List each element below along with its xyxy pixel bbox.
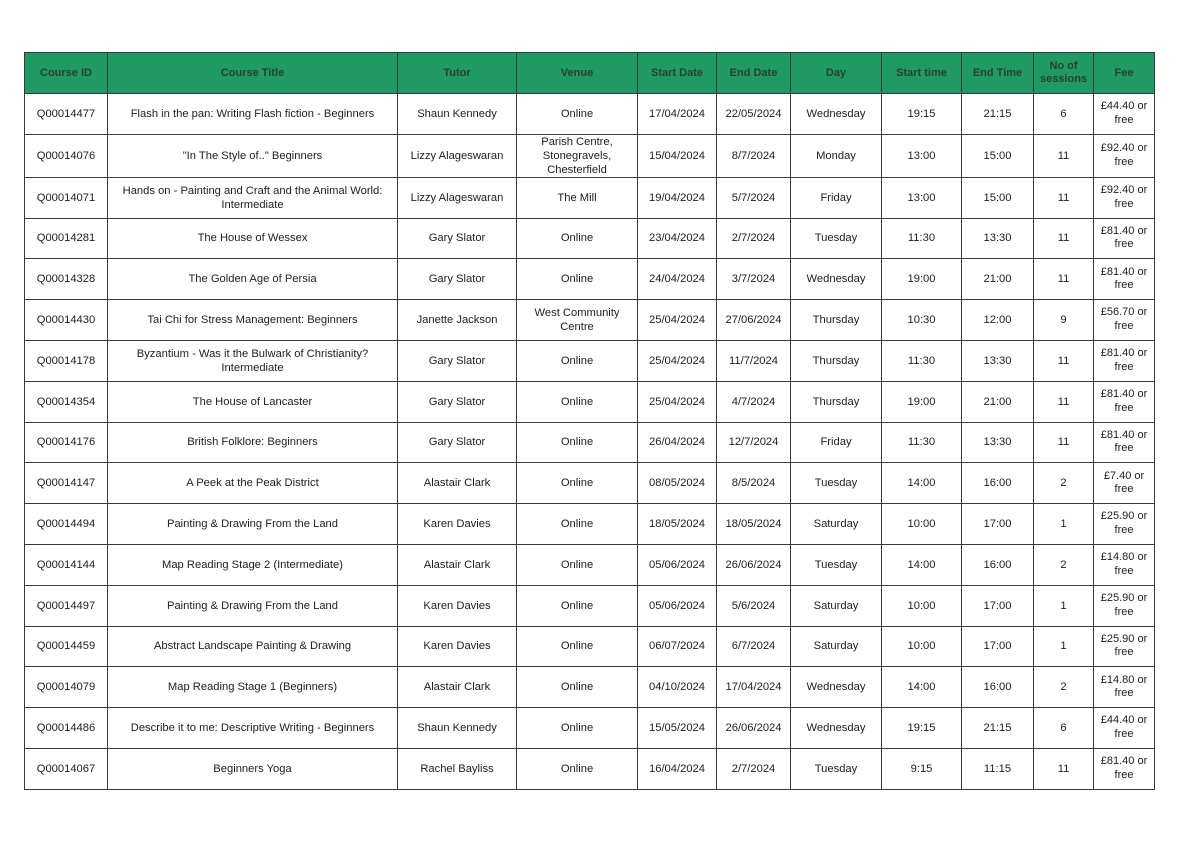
cell-start-time: 14:00 [882,667,962,708]
table-row [25,94,1155,135]
table-row [25,463,1155,504]
cell-course-id: Q00014281 [25,218,108,259]
cell-tutor: Alastair Clark [398,544,517,585]
table-row [25,300,1155,341]
cell-venue: Online [517,218,638,259]
cell-venue: Online [517,585,638,626]
cell-start-time: 19:00 [882,259,962,300]
cell-end-date: 26/06/2024 [717,544,791,585]
cell-start-date: 17/04/2024 [638,94,717,135]
cell-course-title: Painting & Drawing From the Land [108,504,398,545]
cell-tutor: Gary Slator [398,259,517,300]
cell-start-date: 23/04/2024 [638,218,717,259]
cell-start-time: 19:15 [882,94,962,135]
cell-day: Wednesday [791,667,882,708]
cell-end-time: 13:30 [962,218,1034,259]
cell-course-id: Q00014328 [25,259,108,300]
cell-start-date: 18/05/2024 [638,504,717,545]
cell-end-time: 21:15 [962,708,1034,749]
table-row [25,381,1155,422]
cell-course-id: Q00014144 [25,544,108,585]
cell-fee: £44.40 or free [1094,94,1155,135]
cell-end-time: 16:00 [962,667,1034,708]
cell-end-time: 16:00 [962,463,1034,504]
cell-no-of-sessions: 11 [1034,218,1094,259]
column-header-start-time: Start time [882,53,962,94]
cell-start-date: 19/04/2024 [638,177,717,218]
cell-course-title: Map Reading Stage 1 (Beginners) [108,667,398,708]
cell-course-title: The Golden Age of Persia [108,259,398,300]
cell-tutor: Alastair Clark [398,667,517,708]
column-header-end-time: End Time [962,53,1034,94]
cell-course-id: Q00014076 [25,134,108,177]
cell-end-date: 17/04/2024 [717,667,791,708]
cell-fee: £7.40 or free [1094,463,1155,504]
table-row [25,585,1155,626]
table-row [25,259,1155,300]
cell-day: Tuesday [791,218,882,259]
column-header-course-id: Course ID [25,53,108,94]
cell-no-of-sessions: 2 [1034,463,1094,504]
cell-no-of-sessions: 1 [1034,504,1094,545]
cell-day: Wednesday [791,259,882,300]
cell-course-title: The House of Lancaster [108,381,398,422]
table-body [25,94,1155,790]
cell-end-time: 21:00 [962,381,1034,422]
cell-course-title: Byzantium - Was it the Bulwark of Christianity? Intermediate [108,340,398,381]
cell-fee: £81.40 or free [1094,259,1155,300]
cell-venue: Online [517,381,638,422]
cell-no-of-sessions: 11 [1034,381,1094,422]
cell-venue: Parish Centre, Stonegravels, Chesterfield [517,134,638,177]
cell-end-date: 27/06/2024 [717,300,791,341]
cell-course-title: Map Reading Stage 2 (Intermediate) [108,544,398,585]
column-header-day: Day [791,53,882,94]
cell-no-of-sessions: 11 [1034,340,1094,381]
cell-fee: £25.90 or free [1094,585,1155,626]
cell-day: Friday [791,177,882,218]
table-row [25,504,1155,545]
cell-no-of-sessions: 2 [1034,667,1094,708]
table-row [25,340,1155,381]
column-header-venue: Venue [517,53,638,94]
cell-course-id: Q00014176 [25,422,108,463]
cell-tutor: Karen Davies [398,626,517,667]
cell-course-title: Describe it to me: Descriptive Writing - Beginners [108,708,398,749]
cell-venue: The Mill [517,177,638,218]
cell-tutor: Janette Jackson [398,300,517,341]
cell-fee: £44.40 or free [1094,708,1155,749]
cell-start-date: 05/06/2024 [638,544,717,585]
cell-no-of-sessions: 6 [1034,708,1094,749]
cell-start-time: 14:00 [882,544,962,585]
cell-end-date: 2/7/2024 [717,748,791,789]
cell-fee: £81.40 or free [1094,381,1155,422]
cell-tutor: Alastair Clark [398,463,517,504]
cell-start-time: 10:00 [882,504,962,545]
cell-no-of-sessions: 11 [1034,422,1094,463]
cell-venue: Online [517,626,638,667]
cell-end-time: 17:00 [962,626,1034,667]
cell-tutor: Lizzy Alageswaran [398,134,517,177]
cell-course-id: Q00014459 [25,626,108,667]
cell-no-of-sessions: 9 [1034,300,1094,341]
cell-end-date: 18/05/2024 [717,504,791,545]
cell-course-id: Q00014079 [25,667,108,708]
cell-venue: Online [517,422,638,463]
cell-day: Saturday [791,585,882,626]
cell-tutor: Gary Slator [398,218,517,259]
cell-start-time: 11:30 [882,422,962,463]
cell-end-time: 15:00 [962,177,1034,218]
cell-course-title: Beginners Yoga [108,748,398,789]
cell-venue: Online [517,544,638,585]
cell-end-date: 26/06/2024 [717,708,791,749]
cell-course-id: Q00014497 [25,585,108,626]
course-table [24,52,1155,790]
cell-no-of-sessions: 11 [1034,259,1094,300]
cell-start-date: 24/04/2024 [638,259,717,300]
cell-venue: Online [517,667,638,708]
cell-venue: Online [517,708,638,749]
column-header-end-date: End Date [717,53,791,94]
cell-tutor: Lizzy Alageswaran [398,177,517,218]
cell-start-date: 15/04/2024 [638,134,717,177]
cell-course-title: Tai Chi for Stress Management: Beginners [108,300,398,341]
cell-fee: £81.40 or free [1094,340,1155,381]
table-row [25,626,1155,667]
cell-start-date: 06/07/2024 [638,626,717,667]
cell-day: Wednesday [791,94,882,135]
cell-venue: Online [517,463,638,504]
column-header-tutor: Tutor [398,53,517,94]
cell-end-date: 8/5/2024 [717,463,791,504]
cell-start-time: 13:00 [882,134,962,177]
cell-course-id: Q00014067 [25,748,108,789]
table-row [25,667,1155,708]
column-header-fee: Fee [1094,53,1155,94]
table-header-row [25,53,1155,94]
cell-end-time: 13:30 [962,340,1034,381]
cell-venue: Online [517,259,638,300]
cell-no-of-sessions: 1 [1034,626,1094,667]
cell-start-date: 25/04/2024 [638,381,717,422]
cell-start-date: 26/04/2024 [638,422,717,463]
cell-course-id: Q00014178 [25,340,108,381]
cell-start-date: 15/05/2024 [638,708,717,749]
cell-end-time: 17:00 [962,585,1034,626]
table-row [25,708,1155,749]
cell-day: Tuesday [791,463,882,504]
cell-course-title: "In The Style of.." Beginners [108,134,398,177]
cell-end-time: 15:00 [962,134,1034,177]
cell-end-date: 8/7/2024 [717,134,791,177]
cell-day: Thursday [791,381,882,422]
cell-start-time: 10:00 [882,585,962,626]
cell-venue: West Community Centre [517,300,638,341]
cell-fee: £25.90 or free [1094,504,1155,545]
cell-fee: £25.90 or free [1094,626,1155,667]
cell-day: Wednesday [791,708,882,749]
cell-end-time: 12:00 [962,300,1034,341]
cell-day: Tuesday [791,544,882,585]
cell-day: Tuesday [791,748,882,789]
cell-tutor: Rachel Bayliss [398,748,517,789]
cell-course-title: British Folklore: Beginners [108,422,398,463]
cell-course-id: Q00014071 [25,177,108,218]
cell-start-time: 14:00 [882,463,962,504]
cell-course-title: The House of Wessex [108,218,398,259]
table-row [25,177,1155,218]
cell-day: Friday [791,422,882,463]
cell-end-date: 5/7/2024 [717,177,791,218]
cell-start-date: 16/04/2024 [638,748,717,789]
cell-end-date: 22/05/2024 [717,94,791,135]
cell-no-of-sessions: 2 [1034,544,1094,585]
cell-fee: £56.70 or free [1094,300,1155,341]
cell-end-time: 17:00 [962,504,1034,545]
cell-venue: Online [517,340,638,381]
cell-start-date: 25/04/2024 [638,300,717,341]
cell-no-of-sessions: 1 [1034,585,1094,626]
column-header-start-date: Start Date [638,53,717,94]
cell-tutor: Shaun Kennedy [398,708,517,749]
cell-course-id: Q00014477 [25,94,108,135]
cell-start-time: 13:00 [882,177,962,218]
cell-start-date: 08/05/2024 [638,463,717,504]
cell-course-id: Q00014147 [25,463,108,504]
column-header-no-of-sessions: No of sessions [1034,53,1094,94]
table-row [25,218,1155,259]
cell-course-title: Painting & Drawing From the Land [108,585,398,626]
cell-start-time: 19:00 [882,381,962,422]
cell-day: Monday [791,134,882,177]
cell-course-id: Q00014494 [25,504,108,545]
cell-start-time: 10:00 [882,626,962,667]
cell-course-title: A Peek at the Peak District [108,463,398,504]
cell-day: Thursday [791,300,882,341]
cell-tutor: Gary Slator [398,340,517,381]
cell-start-time: 11:30 [882,218,962,259]
cell-start-time: 9:15 [882,748,962,789]
cell-course-id: Q00014354 [25,381,108,422]
cell-course-id: Q00014430 [25,300,108,341]
cell-start-date: 05/06/2024 [638,585,717,626]
cell-tutor: Karen Davies [398,585,517,626]
course-schedule-sheet [24,52,1154,790]
cell-end-date: 12/7/2024 [717,422,791,463]
cell-course-title: Flash in the pan: Writing Flash fiction - Beginners [108,94,398,135]
cell-no-of-sessions: 11 [1034,748,1094,789]
table-row [25,134,1155,177]
cell-course-title: Hands on - Painting and Craft and the Animal World: Intermediate [108,177,398,218]
table-row [25,422,1155,463]
table-row [25,544,1155,585]
cell-course-id: Q00014486 [25,708,108,749]
cell-fee: £92.40 or free [1094,134,1155,177]
cell-fee: £81.40 or free [1094,422,1155,463]
cell-fee: £14.80 or free [1094,544,1155,585]
cell-tutor: Karen Davies [398,504,517,545]
cell-fee: £92.40 or free [1094,177,1155,218]
cell-venue: Online [517,748,638,789]
cell-start-date: 04/10/2024 [638,667,717,708]
cell-day: Thursday [791,340,882,381]
cell-no-of-sessions: 6 [1034,94,1094,135]
cell-day: Saturday [791,504,882,545]
cell-venue: Online [517,94,638,135]
cell-end-date: 4/7/2024 [717,381,791,422]
cell-no-of-sessions: 11 [1034,134,1094,177]
cell-fee: £81.40 or free [1094,218,1155,259]
cell-fee: £14.80 or free [1094,667,1155,708]
cell-tutor: Gary Slator [398,422,517,463]
cell-venue: Online [517,504,638,545]
cell-end-date: 3/7/2024 [717,259,791,300]
cell-day: Saturday [791,626,882,667]
cell-no-of-sessions: 11 [1034,177,1094,218]
cell-end-time: 16:00 [962,544,1034,585]
cell-fee: £81.40 or free [1094,748,1155,789]
cell-end-time: 11:15 [962,748,1034,789]
cell-start-time: 11:30 [882,340,962,381]
cell-end-time: 21:15 [962,94,1034,135]
cell-end-date: 11/7/2024 [717,340,791,381]
cell-end-time: 21:00 [962,259,1034,300]
cell-end-time: 13:30 [962,422,1034,463]
cell-end-date: 5/6/2024 [717,585,791,626]
cell-start-date: 25/04/2024 [638,340,717,381]
table-row [25,748,1155,789]
cell-tutor: Gary Slator [398,381,517,422]
cell-end-date: 6/7/2024 [717,626,791,667]
cell-tutor: Shaun Kennedy [398,94,517,135]
cell-course-title: Abstract Landscape Painting & Drawing [108,626,398,667]
column-header-course-title: Course Title [108,53,398,94]
cell-start-time: 19:15 [882,708,962,749]
cell-start-time: 10:30 [882,300,962,341]
cell-end-date: 2/7/2024 [717,218,791,259]
